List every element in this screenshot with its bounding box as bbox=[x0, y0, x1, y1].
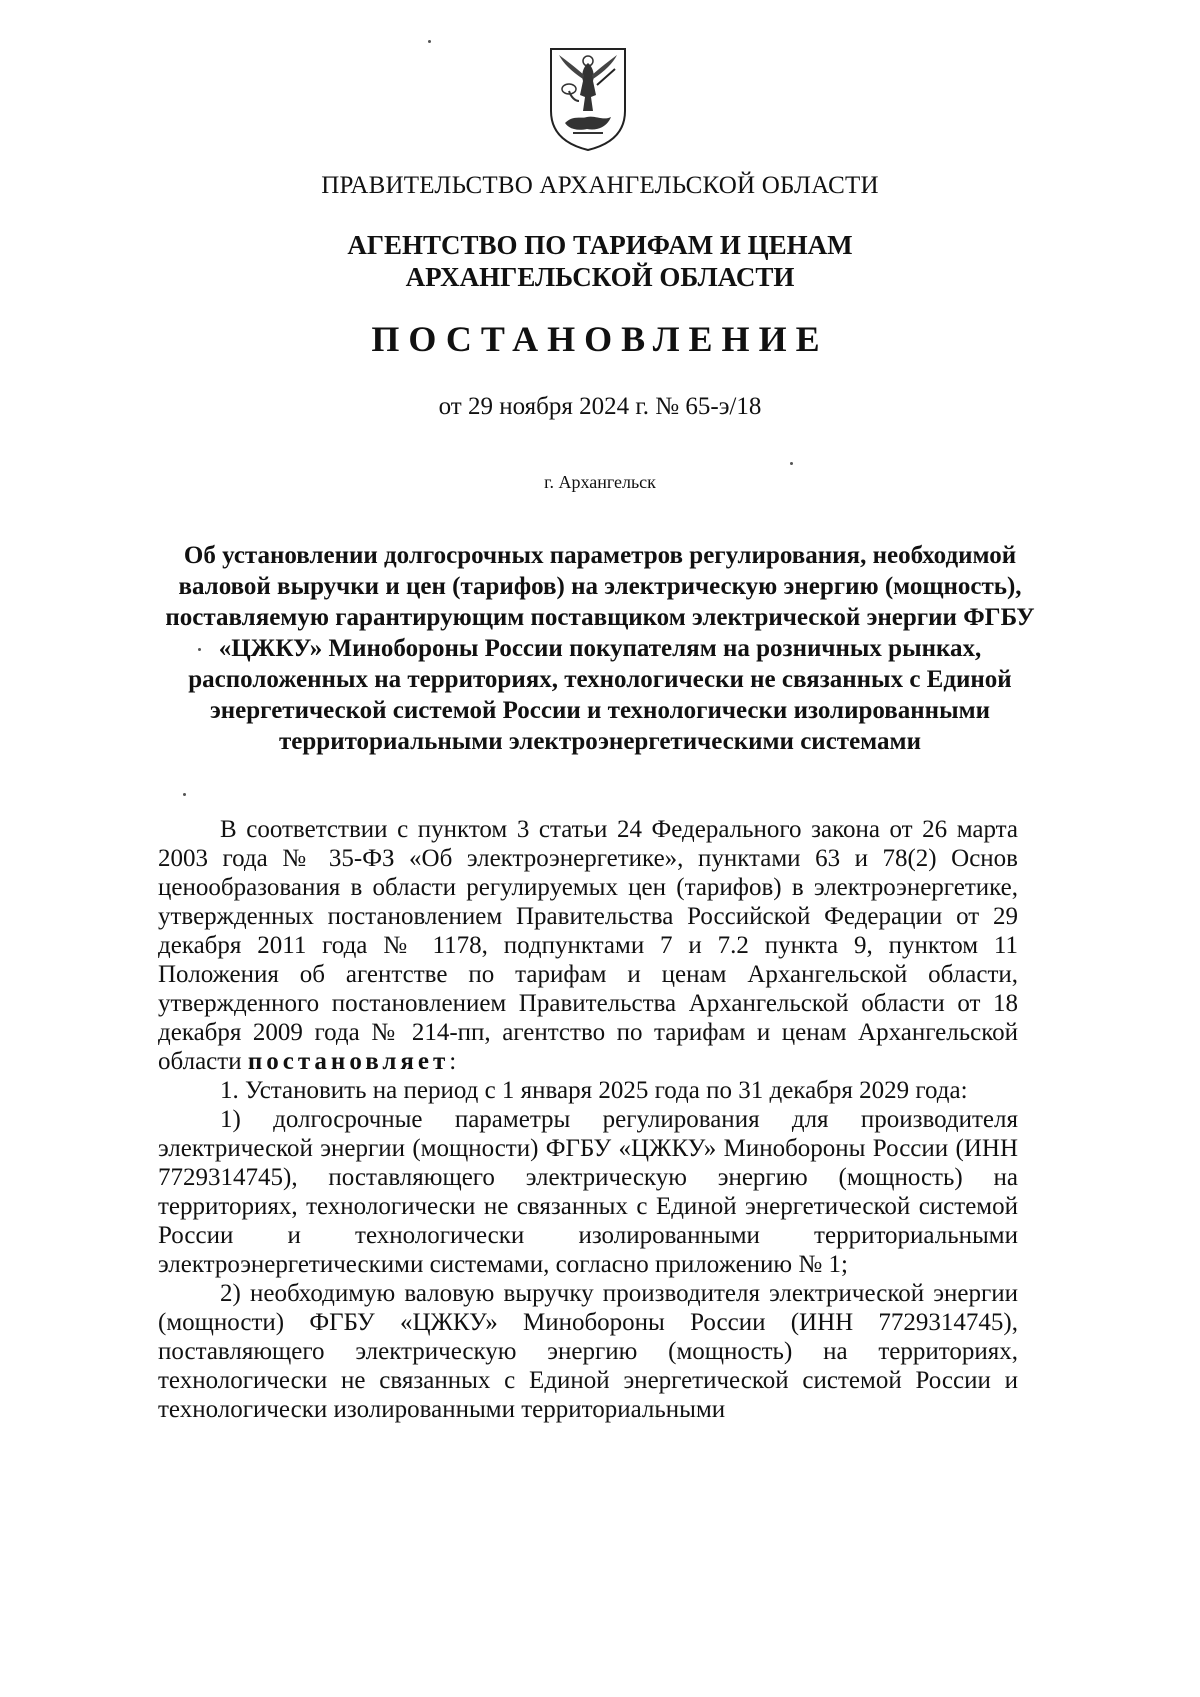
decree-punctuation: : bbox=[449, 1048, 457, 1075]
preamble-text: В соответствии с пунктом 3 статьи 24 Федерального закона от 26 марта 2003 года № 35-ФЗ «Об электроэнергетике», пунктами 63 и 78(2) Основ ценообразования в области регулируемых цен (тарифов) в электроэнергетике, утвержденных постановлением Правительства Российской Федерации от 29 декабря 2011 года № 1178, подпунктами 7 и 7.2 пункта 9, пунктом 11 Положения об агентстве по тарифам и ценам Архангельской области, утвержденного постановлением Правительства Архангельской области от 18 декабря 2009 года № 214-пп, агентство по тарифам и ценам Архангельской области bbox=[158, 816, 1018, 1075]
item-1: 1. Установить на период с 1 января 2025 года по 31 декабря 2029 года: bbox=[220, 1077, 968, 1104]
sub-item-1: 1) долгосрочные параметры регулирования для производителя электрической энергии (мощности) ФГБУ «ЦЖКУ» Минобороны России (ИНН 7729314745), поставляющего электрическую энергию (мощность) на территориях, технологически не связанных с Единой энергетической системой России и технологически изолированными территориальными электроэнергетическими системами, согласно приложению № 1; bbox=[158, 1106, 1018, 1278]
document-city: г. Архангельск bbox=[544, 472, 656, 492]
agency-name bbox=[0, 229, 1200, 293]
agency-line-1: АГЕНТСТВО ПО ТАРИФАМ И ЦЕНАМ bbox=[347, 230, 853, 260]
preamble-paragraph bbox=[158, 815, 1018, 1076]
agency-line-2: АРХАНГЕЛЬСКОЙ ОБЛАСТИ bbox=[405, 262, 795, 292]
decree-word: постановляет bbox=[247, 1048, 450, 1075]
coat-of-arms-emblem bbox=[547, 45, 629, 153]
scan-speck bbox=[183, 793, 186, 796]
scan-speck bbox=[428, 40, 431, 43]
scan-speck bbox=[198, 648, 201, 651]
document-type: ПОСТАНОВЛЕНИЕ bbox=[371, 319, 829, 359]
document-date-number: от 29 ноября 2024 г. № 65-э/18 bbox=[438, 393, 762, 420]
document-body bbox=[158, 815, 1018, 1424]
sub-item-2: 2) необходимую валовую выручку производителя электрической энергии (мощности) ФГБУ «ЦЖКУ» Минобороны России (ИНН 7729314745), поставляющего электрическую энергию (мощность) на территориях, технологически не связанных с Единой энергетической системой России и технологически изолированными территориальными bbox=[158, 1280, 1018, 1423]
scan-speck bbox=[790, 462, 793, 465]
document-title: Об установлении долгосрочных параметров регулирования, необходимой валовой выручки и цен (тарифов) на электрическую энергию (мощность), поставляемую гарантирующим поставщиком электрической энергии ФГБУ «ЦЖКУ» Минобороны России покупателям на розничных рынках, расположенных на территориях, технологически не связанных с Единой энергетической системой России и технологически изолированными территориальными электроэнергетическими системами bbox=[165, 542, 1035, 755]
government-name: ПРАВИТЕЛЬСТВО АРХАНГЕЛЬСКОЙ ОБЛАСТИ bbox=[321, 172, 879, 199]
